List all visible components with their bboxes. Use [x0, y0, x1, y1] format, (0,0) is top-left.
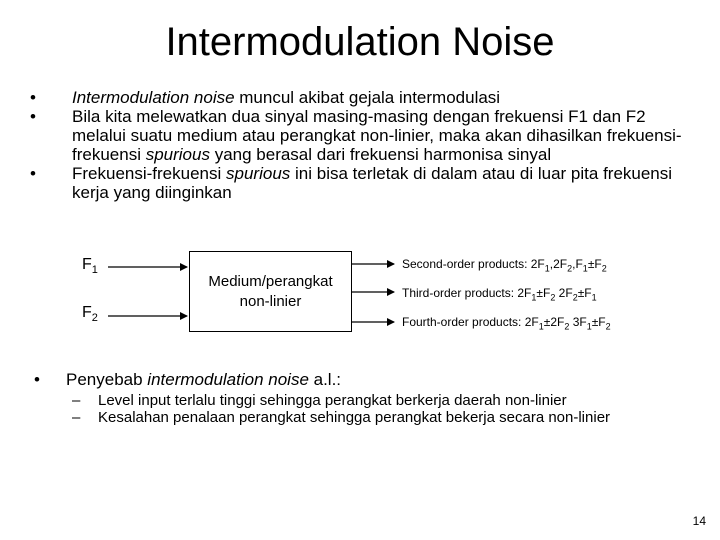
intro-bullets	[28, 88, 696, 202]
bullet-item	[28, 164, 696, 202]
bullet-text: muncul akibat gejala intermodulasi	[234, 88, 501, 107]
input-f2-label: $F_2$	[82, 304, 98, 325]
nonlinear-device-box	[189, 251, 352, 332]
bullet-emphasis: spurious	[145, 145, 210, 164]
third-order-products: Third-order products: $2F_1\pm F_2$ $2F_2\pm F_1$	[402, 286, 597, 303]
slide-title: Intermodulation Noise	[165, 20, 555, 64]
second-order-products: Second-order products: $2F_1,2F_2,F_1\pm F_2$	[402, 257, 607, 274]
fourth-order-products: Fourth-order products: $2F_1\pm 2F_2$ $3F_1\pm F_2$	[402, 315, 611, 332]
cause-bullets	[30, 370, 696, 426]
intermodulation-diagram	[0, 248, 720, 348]
bullet-emphasis: spurious	[226, 164, 291, 183]
box-line-1: Medium/perangkat	[208, 272, 333, 290]
page-number: 14	[692, 514, 706, 528]
bullet-emphasis: intermodulation noise	[147, 370, 309, 389]
sub-item: – Level input terlalu tinggi sehingga perangkat berkerja daerah non-linier	[66, 392, 696, 409]
bullet-text: Bila kita melewatkan dua sinyal masing-masing dengan frekuensi F1 dan F2 melalui suatu medium atau perangkat non-linier, maka akan dihasilkan frekuensi-frekuensi	[72, 107, 682, 164]
bullet-text: a.l.:	[308, 370, 342, 389]
bullet-item	[28, 88, 696, 107]
cause-sub-list	[66, 392, 696, 426]
bullet-emphasis: Intermodulation noise	[72, 88, 235, 107]
sub-item: – Kesalahan penalaan perangkat sehingga perangkat bekerja secara non-linier	[66, 409, 696, 426]
bullet-item	[30, 370, 696, 426]
diagram-arrows	[0, 248, 720, 348]
bullet-item	[28, 107, 696, 164]
input-f1-label: $F_1$	[82, 256, 98, 277]
bullet-text: ini bisa terletak di dalam atau di luar pita frekuensi kerja yang diinginkan	[72, 164, 673, 202]
bullet-text: Penyebab	[66, 370, 148, 389]
bullet-text: yang berasal dari frekuensi harmonisa sinyal	[209, 145, 552, 164]
bullet-text: Frekuensi-frekuensi	[72, 164, 227, 183]
box-line-2: non-linier	[239, 292, 302, 310]
